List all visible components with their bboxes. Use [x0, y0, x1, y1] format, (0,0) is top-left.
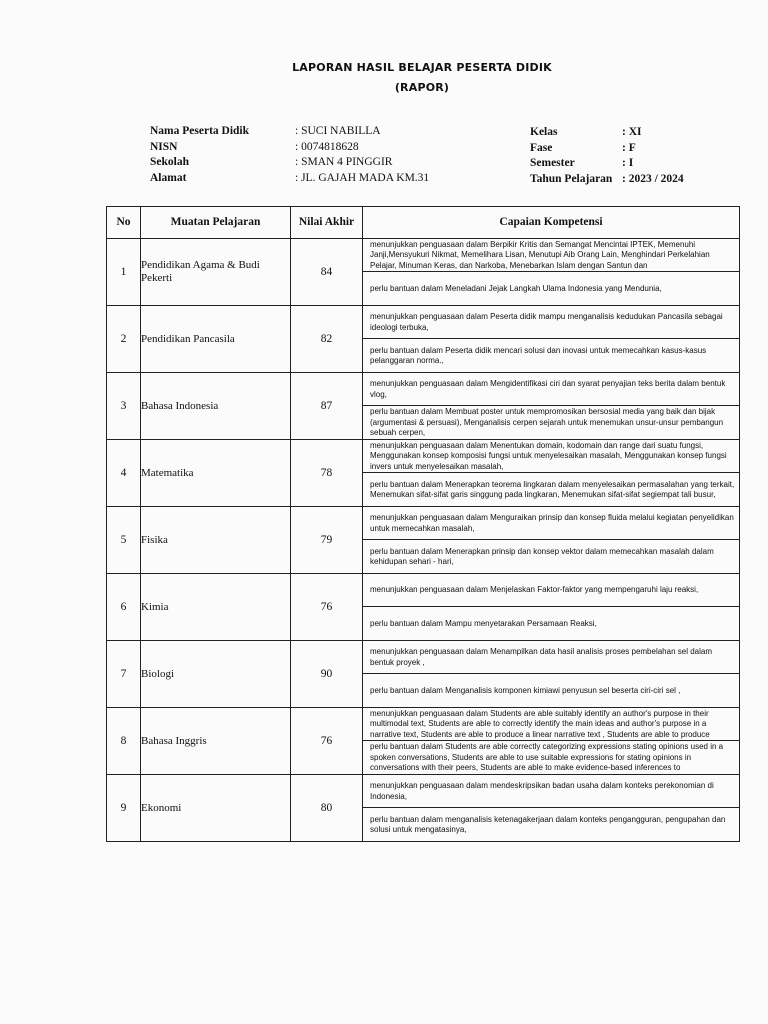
mastery-text: menunjukkan penguasaan dalam mendeskripsikan badan usaha dalam konteks perekonomian di Indonesia,: [370, 781, 714, 801]
row-score: 78: [291, 440, 363, 507]
row-subject: Kimia: [141, 574, 291, 641]
row-score: 80: [291, 775, 363, 842]
label-phase: Fase: [530, 141, 553, 154]
needs-help-text: perlu bantuan dalam Menerapkan prinsip dan konsep vektor dalam memecahkan masalah dalam kehidupan sehari - hari,: [370, 546, 714, 566]
student-info-labels-right: [530, 125, 612, 187]
table-row: [107, 306, 740, 373]
table-row: [107, 574, 740, 641]
mastery-text: menunjukkan penguasaan dalam Menampilkan data hasil analisis proses pembelahan sel dalam bentuk proyek ,: [370, 647, 712, 667]
row-score: 76: [291, 708, 363, 775]
header-score: Nilai Akhir: [291, 207, 363, 239]
table-header-row: [107, 207, 740, 239]
row-subject: Ekonomi: [141, 775, 291, 842]
value-school: : SMAN 4 PINGGIR: [295, 156, 393, 168]
mastery-cell: [363, 708, 739, 741]
student-info-values-right: [622, 125, 684, 187]
student-info-labels-left: [150, 124, 249, 186]
row-subject: Pendidikan Agama & Budi Pekerti: [141, 239, 291, 306]
table-row: [107, 239, 740, 306]
value-semester: : I: [622, 157, 634, 169]
mastery-text: menunjukkan penguasaan dalam Menjelaskan Faktor-faktor yang mempengaruhi laju reaksi,: [370, 585, 699, 595]
row-score: 90: [291, 641, 363, 708]
needs-help-text: perlu bantuan dalam Meneladani Jejak Langkah Ulama Indonesia yang Mendunia,: [370, 283, 662, 293]
row-score: 82: [291, 306, 363, 373]
needs-help-text: perlu bantuan dalam Peserta didik mencari solusi dan inovasi untuk memecahkan kasus-kasus pelanggaran norma.,: [370, 345, 707, 365]
mastery-cell: [363, 641, 739, 674]
needs-help-cell: [363, 339, 739, 372]
row-no: 6: [107, 574, 141, 641]
needs-help-text: perlu bantuan dalam menganalisis ketenagakerjaan dalam konteks pengangguran, pengupahan dan solusi untuk mengatasinya,: [370, 814, 726, 834]
needs-help-cell: [363, 607, 739, 640]
mastery-cell: [363, 507, 739, 540]
row-competency: [363, 440, 740, 507]
row-no: 4: [107, 440, 141, 507]
needs-help-cell: [363, 808, 739, 841]
mastery-text: menunjukkan penguasaan dalam Mengidentifikasi ciri dan syarat penyajian teks berita dalam bentuk vlog,: [370, 379, 726, 399]
needs-help-cell: [363, 272, 739, 305]
row-score: 87: [291, 373, 363, 440]
value-address: : JL. GAJAH MADA KM.31: [295, 171, 430, 184]
label-school: Sekolah: [150, 156, 189, 168]
student-info-values-left: [295, 124, 429, 186]
row-no: 2: [107, 306, 141, 373]
row-subject: Pendidikan Pancasila: [141, 306, 291, 373]
value-phase: : F: [622, 141, 636, 154]
row-no: 5: [107, 507, 141, 574]
mastery-cell: [363, 574, 739, 607]
mastery-cell: [363, 775, 739, 808]
mastery-cell: [363, 440, 739, 473]
row-no: 7: [107, 641, 141, 708]
mastery-cell: [363, 306, 739, 339]
needs-help-cell: [363, 473, 739, 506]
table-row: [107, 507, 740, 574]
mastery-text: menunjukkan penguasaan dalam Peserta didik mampu menganalisis kedudukan Pancasila sebagai ideologi terbuka,: [370, 312, 723, 332]
value-student-name: : SUCI NABILLA: [295, 125, 381, 137]
report-subtitle: (RAPOR): [394, 81, 450, 94]
row-subject: Bahasa Inggris: [141, 708, 291, 775]
row-no: 8: [107, 708, 141, 775]
label-class: Kelas: [530, 126, 558, 138]
row-competency: [363, 775, 740, 842]
mastery-text: menunjukkan penguasaan dalam Berpikir Kritis dan Semangat Mencintai IPTEK, Memenuhi Janji,Mensyukuri Nikmat, Memelihara Lisan, Menutupi Aib Orang Lain, Menghindari Perkelahian Pelajar, Minuman Keras, dan Narkoba, Menebarkan Islam dengan Santun dan: [370, 239, 710, 270]
needs-help-text: perlu bantuan dalam Menganalisis komponen kimiawi penyusun sel beserta ciri-ciri sel ,: [370, 685, 681, 695]
row-competency: [363, 641, 740, 708]
row-no: 3: [107, 373, 141, 440]
needs-help-cell: [363, 674, 739, 707]
label-semester: Semester: [530, 157, 575, 169]
needs-help-text: perlu bantuan dalam Students are able correctly categorizing expressions stating opinions used in a spoken conversations, Students are able to use suitable expressions for stating opinions in conversations with their peers, Students are able to make evidence-based inferences to: [370, 742, 724, 773]
needs-help-text: perlu bantuan dalam Mampu menyetarakan Persamaan Reaksi,: [370, 618, 597, 628]
mastery-text: menunjukkan penguasaan dalam Menguraikan prinsip dan konsep fluida melalui kegiatan penyelidikan untuk memecahkan masalah,: [370, 513, 734, 533]
row-no: 9: [107, 775, 141, 842]
table-row: [107, 373, 740, 440]
label-nisn: NISN: [150, 140, 178, 153]
row-competency: [363, 507, 740, 574]
value-nisn: : 0074818628: [295, 140, 359, 153]
needs-help-text: perlu bantuan dalam Membuat poster untuk mempromosikan bersosial media yang baik dan bijak (argumentasi & persuasi), Menganalisis cerpen sejarah untuk menemukan unsur-unsur pembangun sebuah cerpen,: [370, 407, 724, 438]
needs-help-text: perlu bantuan dalam Menerapkan teorema lingkaran dalam menyelesaikan permasalahan yang terkait, Menemukan sifat-sifat garis singgung pada lingkaran, Menemukan sifat-sifat segiempat tali busur,: [370, 479, 735, 499]
row-score: 76: [291, 574, 363, 641]
needs-help-cell: [363, 540, 739, 573]
mastery-text: menunjukkan penguasaan dalam Menentukan domain, kodomain dan range dari suatu fungsi, Menggunakan konsep komposisi fungsi untuk menyelesaikan masalah, Menggunakan konsep fungsi invers untuk menyelesaikan masalah,: [370, 440, 727, 471]
label-academic-year: Tahun Pelajaran: [530, 172, 613, 185]
value-academic-year: : 2023 / 2024: [622, 172, 684, 185]
grades-table: [106, 206, 740, 842]
needs-help-cell: [363, 741, 739, 774]
row-competency: [363, 239, 740, 306]
header-no: No: [107, 207, 141, 239]
mastery-cell: [363, 239, 739, 272]
row-subject: Bahasa Indonesia: [141, 373, 291, 440]
label-student-name: Nama Peserta Didik: [150, 125, 250, 137]
table-row: [107, 440, 740, 507]
needs-help-cell: [363, 406, 739, 439]
row-competency: [363, 574, 740, 641]
row-no: 1: [107, 239, 141, 306]
row-score: 79: [291, 507, 363, 574]
label-address: Alamat: [150, 171, 187, 184]
row-subject: Matematika: [141, 440, 291, 507]
row-subject: Biologi: [141, 641, 291, 708]
row-competency: [363, 306, 740, 373]
row-score: 84: [291, 239, 363, 306]
row-competency: [363, 708, 740, 775]
row-subject: Fisika: [141, 507, 291, 574]
mastery-text: menunjukkan penguasaan dalam Students are able suitably identify an author's purpose in their multimodal text, Students are able to correctly identify the main ideas and author's purpose in a narrative text, Students are able to produce a linear narrative text , Students are able to produce: [370, 708, 710, 739]
row-competency: [363, 373, 740, 440]
value-class: : XI: [622, 126, 642, 138]
header-subject: Muatan Pelajaran: [141, 207, 291, 239]
table-row: [107, 641, 740, 708]
header-competency: Capaian Kompetensi: [363, 207, 740, 239]
table-row: [107, 775, 740, 842]
report-title: LAPORAN HASIL BELAJAR PESERTA DIDIK: [292, 61, 552, 74]
mastery-cell: [363, 373, 739, 406]
table-row: [107, 708, 740, 775]
